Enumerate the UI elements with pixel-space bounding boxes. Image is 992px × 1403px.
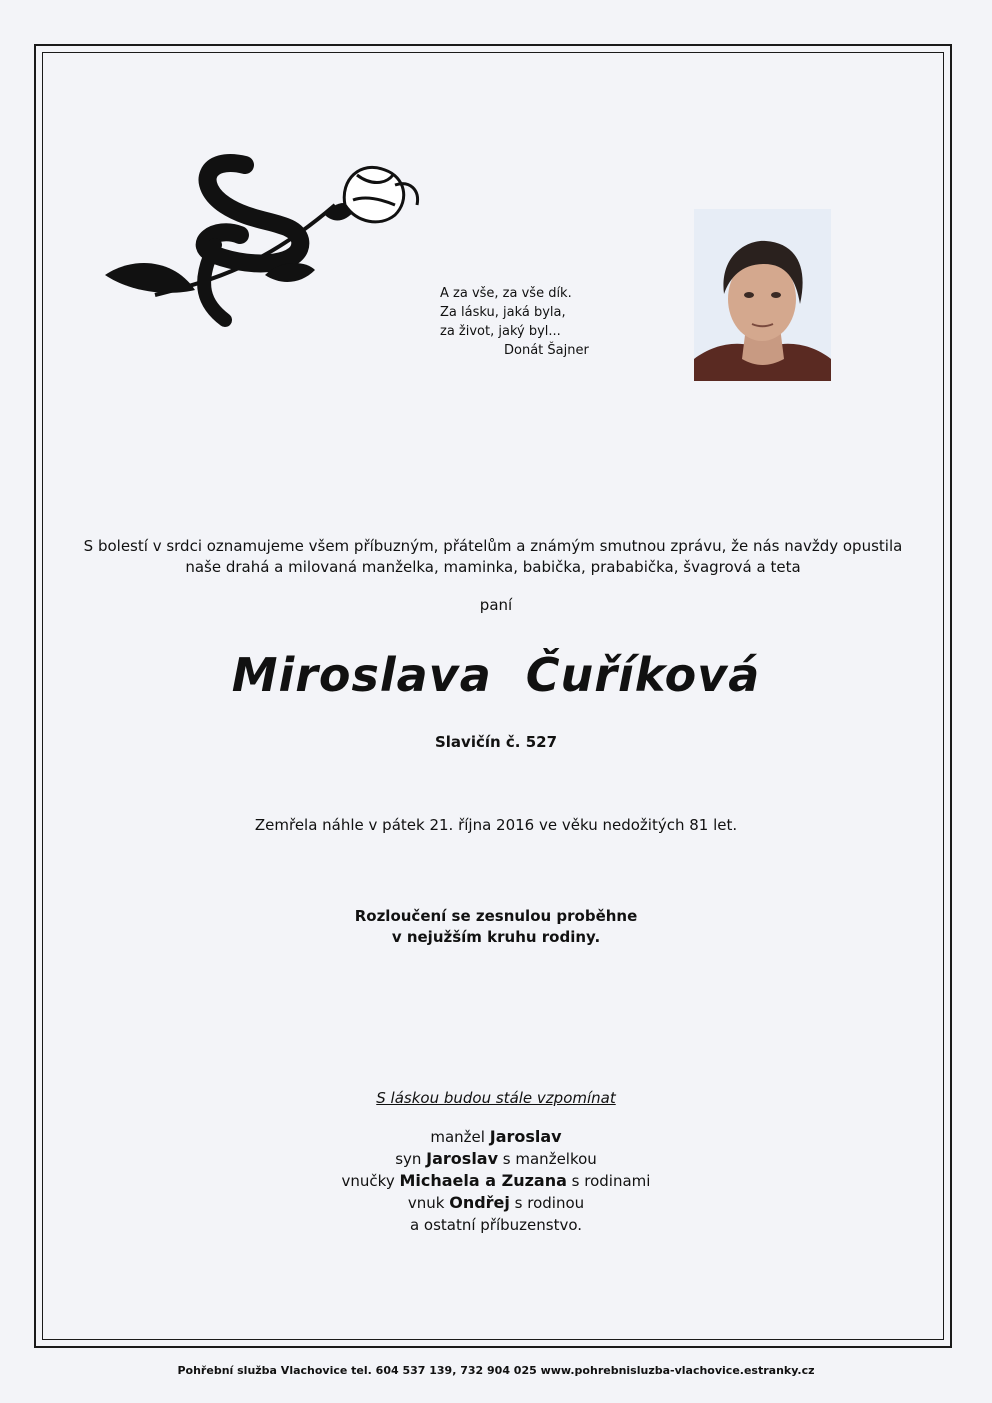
honorific: paní [479,596,513,614]
mourner-name: Ondřej [449,1193,510,1212]
mourner-row [0,1126,992,1148]
death-notice: Zemřela náhle v pátek 21. října 2016 ve věku nedožitých 81 let. [254,816,738,834]
mourner-name: Jaroslav [426,1149,499,1168]
farewell-notice [0,906,992,948]
mourner-row [0,1148,992,1170]
mourner-row [0,1170,992,1192]
mourner-relation: vnuk [407,1194,450,1212]
announcement-line: S bolestí v srdci oznamujeme všem příbuzným, přátelům a známým smutnou zprávu, že nás navždy opustila [83,537,903,555]
mourner-suffix: s rodinou [509,1194,585,1212]
poem-author: Donát Šajner [504,343,589,358]
remembrance-title: S láskou budou stále vzpomínat [376,1089,616,1107]
poem-line: Za lásku, jaká byla, [440,305,566,320]
mourner-name: Michaela a Zuzana [399,1171,567,1190]
mourner-suffix: s rodinami [566,1172,651,1190]
poem-line: za život, jaký byl... [440,324,561,339]
mourner-row [0,1214,992,1236]
poem-line: A za vše, za vše dík. [440,286,572,301]
mourner-row [0,1192,992,1214]
deceased-name: Miroslava Čuříková [231,648,761,702]
mourner-suffix: s manželkou [498,1150,597,1168]
farewell-line: v nejužším kruhu rodiny. [391,928,601,946]
portrait-photo [694,209,831,381]
mourner-relation: manžel [430,1128,490,1146]
footer-contact: Pohřební služba Vlachovice tel. 604 537 139, 732 904 025 www.pohrebnisluzba-vlachovice.estranky.cz [177,1364,815,1377]
farewell-line: Rozloučení se zesnulou proběhne [354,907,638,925]
announcement [60,536,926,578]
rose-illustration [95,145,425,330]
address: Slavičín č. 527 [434,733,558,751]
mourner-relation: vnučky [341,1172,400,1190]
mourner-relation: syn [395,1150,427,1168]
mourners-list [0,1126,992,1236]
mourner-name: Jaroslav [489,1127,562,1146]
announcement-line: naše drahá a milovaná manželka, maminka, babička, prababička, švagrová a teta [185,558,801,576]
mourner-relation: a ostatní příbuzenstvo. [409,1216,583,1234]
poem [440,284,640,360]
